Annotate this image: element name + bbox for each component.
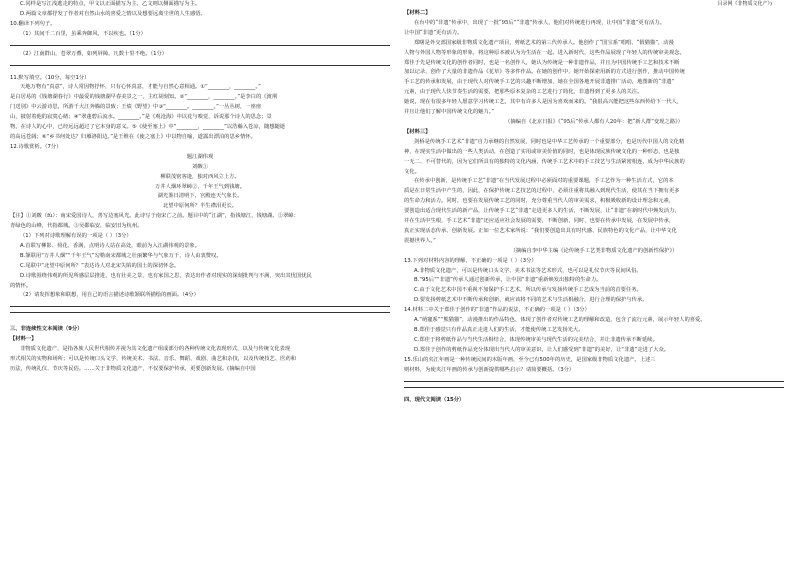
text-line: 要创造出适合现代生活的新产品，让传统手工艺“非遗”走进更多人的生活，不断发展，让“非遗”在新时代中焕发活力，	[404, 208, 680, 215]
section-heading: 【材料二】	[404, 10, 431, 16]
text-line: 天地万物有“真意”，诗人常因物抒怀，只有心怀真意，才能与自然心意相通。①“________，________。”	[20, 84, 261, 91]
section-heading: 【材料一】	[10, 336, 37, 343]
text-line: 北望中原何所？半生襟泪更长。	[162, 203, 238, 210]
text-line: 山，披射着他的寂寞心绪；④“翠蓬碧后流水。________。”是《观沧海》中以花与嗅觉，诉说那个诗人的思念；景	[10, 114, 272, 121]
text-line: 12.诗歌赏析。（7分）	[10, 143, 62, 150]
text-line: 的高远苍阔；⑥“乡书何处达？归雁洛阳边。”是王维在《使之塞上》中以物自喻，道露出漂泊的思乡情怀。	[10, 133, 256, 140]
text-line: 震撼世界人。”	[404, 237, 436, 244]
text-line: 郑佳于先是传统文化的创作者同时，也是一名创作人，她认为传统是一种非遗作品，并且为中国传统手工艺和技术不断	[404, 59, 680, 66]
text-line: （2）江南群山，苍翠万叠，如列屏障，凡数十里不绝。（1分）	[20, 50, 168, 57]
section-heading: 【材料三】	[404, 128, 431, 135]
text-line: （2）请发挥想象和联想，用自己的语言描述诗歌颔联所描绘的画面。（4分）	[20, 292, 199, 299]
text-line: 质是在日常生活中产生的，因此，在保护传统工艺技艺的过程中，必须注重将其融入到现代生活，使其在当下拥有更多	[404, 188, 680, 195]
text-line: B.颔联用“万井人烟”“千年王气”勾勒南宋都城之壮丽繁华与气象万千，诗人由衷赞叹。	[20, 252, 222, 259]
text-line: 门送别》中云游诗思，所游千大江奔腾的景致；王绩《野望》中③“________。________。”一丛丛树，一座座	[10, 104, 262, 111]
text-line: 手工艺的传承和发展，由于现代人对传统手工艺的兴趣不断增加，她在全国各地开展非遗推广活动，地图新的“非遗”	[404, 79, 675, 86]
text-line: （1）其间千二百里，虽乘奔御风，不以疾也。（1分）	[20, 30, 146, 37]
text-line: 15.乐山的夹江年画是一种传统民间的木版年画，至今已有500年的历史，是国家级非物质文化遗产。上述三	[404, 356, 656, 363]
text-line: 一无二、不可替代的，因为它们所具有的独特的文化内涵，传统手工艺术中的手工技艺与生活紧密相连，成为中华民族的	[404, 158, 685, 165]
text-line: A.非物质文化遗产，可以是传统口头文学、美术书法等艺术形式，也可以是礼仪节庆等民间风俗。	[414, 267, 642, 274]
text-line: 在传承中创新，是传统手工艺“非遗”在当代发展过程中必须面对的重要课题，手工艺作为一种生活方式，它的本	[414, 178, 674, 185]
text-line: 非物质文化遗产，是指各族人民世代相传并视为其文化遗产组成部分的各种传统文化表现形式，以及与传统文化表现	[20, 346, 291, 353]
text-line: 剑桥是传统手工艺术“非遗”自力承继的自然发展，同时也是中华工艺传承的一个重要部分，也是历代中国人的文化精	[414, 138, 685, 145]
text-line: 真正实现活态传承、创新发展。正如一位艺术家所说：“我们要创造出具有时代感、民族特色的文化产品，让中华文化	[404, 227, 677, 234]
text-line: D.诗歌围绕伟观的所见所感层层推进，也有壮美之景，也有家国之思，表达出作者对现实的深刻批判与不满，突出其忧国忧民	[20, 272, 312, 279]
text-line: 元素，由于现代人快节奏生活的需要，把那些原本复杂的工艺进行了简化，非遗得到了更多人的关注。	[404, 89, 643, 96]
section-heading: 三、非连续性文本阅读（9分）	[10, 326, 83, 333]
text-line: B.“95后”“非遗”传承人通过创新传承，让中国“非遗”重新焕发出独特的生命力。	[414, 277, 602, 284]
text-line: 【注】①刘敞（fù）：南宋爱国诗人，善写边塞风光。此诗写于南宋亡之前。题目中的“江湖”，指钱塘江，钱塘湖。②翠嶂：	[10, 213, 299, 220]
text-line: 题江湖伟观	[186, 153, 214, 160]
text-line: 人物与外国人物等形象的形象，将这种原本被认为为生活在一起。进入新时代，这些作品展现了年轻人的传统审美观念。	[404, 49, 685, 56]
text-line: C.由于文化艺术中国不重视不加保护手工艺术，所以传承与发扬传统手工艺成为当前的首要任务。	[414, 287, 642, 294]
spacer	[10, 317, 390, 325]
text-line: 青绿色的山峰，代指都城。③吴都临安，临安旧为杭州。	[10, 223, 143, 230]
text-line: 万井人烟环翠嶂②，千年王气到钱塘。	[154, 183, 246, 190]
section-heading: 四、现代文阅读（15分）	[404, 396, 465, 403]
text-line: 刘敞①	[192, 163, 208, 170]
text-line: 则材料，为使夹江年画的传承与创新提供哪些启示？请简要概括。（3分）	[404, 366, 575, 373]
text-line: 神，在现实生活中做出的一些人类活动，在创造了实用或审美价值的同时，也是体现民族传统文化的一种形态，也是独	[404, 148, 680, 155]
text-line: 11.默写填空。（10分，每空1分）	[10, 74, 90, 81]
text-line: 13.下列对材料内容的理解，不正确的一项是（ ）（3分）	[404, 257, 537, 264]
text-line: 并在生活中生根，手工艺术“非遗”还应适应社会发展的需要，不断创新，同时，也要在传承中发展，在发展中传承，	[404, 218, 675, 225]
text-line: D.郑佳于创作的剪纸作品充分体现出当代人的审美意识，让人们感受到“非遗”的美好，让“非遗”走进了大众。	[414, 346, 670, 353]
right-page	[404, 0, 784, 562]
text-line: 并且让他们了解中国传统文化的魅力。”	[404, 109, 495, 116]
text-line: 物，在诗人的心中，已经远远超过了它本身的意义。⑤《使至塞上》中“________，________”以浩瀚入苍凉，随想随逝	[10, 124, 286, 131]
text-line: D.要发扬剪纸艺术中不断传承和创新，就应该将不同的艺术与生活相融合，进行合理的保护与传承。	[414, 297, 648, 304]
text-line: 文化。	[404, 168, 420, 175]
text-line: 柳联茂密客逢，独对西风立上方。	[160, 173, 240, 180]
text-line: C.郑佳于将剪纸作品与当代生活相结合，体现传统审美与现代生活的完美结合，并让非遗传承不断延续。	[414, 336, 658, 343]
text-line: 加以记录，创作了大量的非遗作品《花草》等多件作品。在她的创作中，她开始探索用新的方式进行创作，推动中国传统	[404, 69, 685, 76]
left-page	[10, 0, 390, 562]
text-line: 形式相关的实物和场所；可以是传统口头文学、传统美术、书法、音乐、舞蹈、戏剧、曲艺和杂技，以及传统技艺、医药和	[10, 356, 297, 363]
text-line: C.同样是写江浅逃走的特点，甲文以正面描写为主，乙文则以侧面描写为主。	[20, 1, 201, 7]
text-line: 的生命力和活力。同时，也要在发展传统工艺的同时，充分尊重当代人的审美需求，积极吸收新的设计理念和元素，	[404, 198, 675, 205]
text-line: 14.材料二中关于郑佳于创作的“非遗”作品的说法，不正确的一项是（ ）（3分）	[404, 307, 590, 314]
text-line: 10.翻译下列句子。	[10, 20, 56, 27]
text-line: B.郑佳于感觉只有作品真正走进人们的生活，才能使传统工艺发扬光大。	[414, 327, 584, 333]
text-line: C.尾联中“北望中原何所？”表达诗人对北宋失陷的国土的深切怀念。	[20, 262, 180, 269]
answer-line	[10, 45, 390, 46]
text-line: 是白居易的《钱塘湖春行》中最爱的钱塘湖早春美景之一，主红胡刻知。②“________，________。”是李白的《渡荆	[10, 94, 278, 101]
text-line: 在台中的“非遗”传承中，出现了一批“95后”“非遗”传承人，他们对传统进行再现，让中国“非遗”更有活力。	[414, 19, 665, 26]
text-line: 她说，现在有很多年轻人愿意学习传统工艺，其中有许多人是因为喜欢而来的。“我很高兴能把这些东西传给下一代人，	[404, 99, 683, 106]
answer-line	[10, 65, 390, 66]
answer-line	[404, 381, 784, 382]
text-line: （摘编自《北京日报》《“95后”传承人都有人20年：把“新人群”变现之路》）	[505, 118, 683, 125]
running-header: 目录网《非物质文化产》)	[717, 1, 772, 7]
text-line: 郑曙是外交部国家级非物质文化遗产项目，剪纸艺术的第三代传承人。他创作了“国宝系”唱唱、“假猫猫”，动漫	[414, 39, 674, 46]
text-line: 湖光鉴日清明下，宫殿连天气象长。	[157, 193, 243, 200]
answer-line	[404, 387, 784, 388]
answer-line	[10, 306, 390, 307]
text-line: A.“萌寵系”“熊猫猫”，动漫推出的作品特色，体现了创作者对传统工艺的理解和改造，包含了流行元素，展示年轻人的喜爱。	[414, 317, 706, 324]
text-line: D.两篇文章都抒发了作者对自然山水的喜爱之情以及想要远离尘世的人生感悟。	[20, 10, 206, 17]
text-line: 历法，传统礼仪、节庆等民俗。……关于非物质文化遗产，不仅要保护传承，更要创新发展。(摘编自中国	[10, 366, 256, 372]
text-line: （摘编自李中华主编《论传统手工艺类非物质文化遗产的创新性保护》）	[510, 247, 678, 254]
text-line: 让中国“非遗”更有活力。	[404, 29, 463, 36]
text-line: A.首联写柳影、荷花、香满，点明诗人站在高处，眼前为入江湖伟观的景象。	[20, 242, 201, 249]
answer-line	[10, 312, 390, 313]
text-line: 的情怀。	[10, 282, 32, 289]
text-line: （1）下列对诗歌理解有误的一项是（ ）（3分）	[20, 233, 132, 240]
